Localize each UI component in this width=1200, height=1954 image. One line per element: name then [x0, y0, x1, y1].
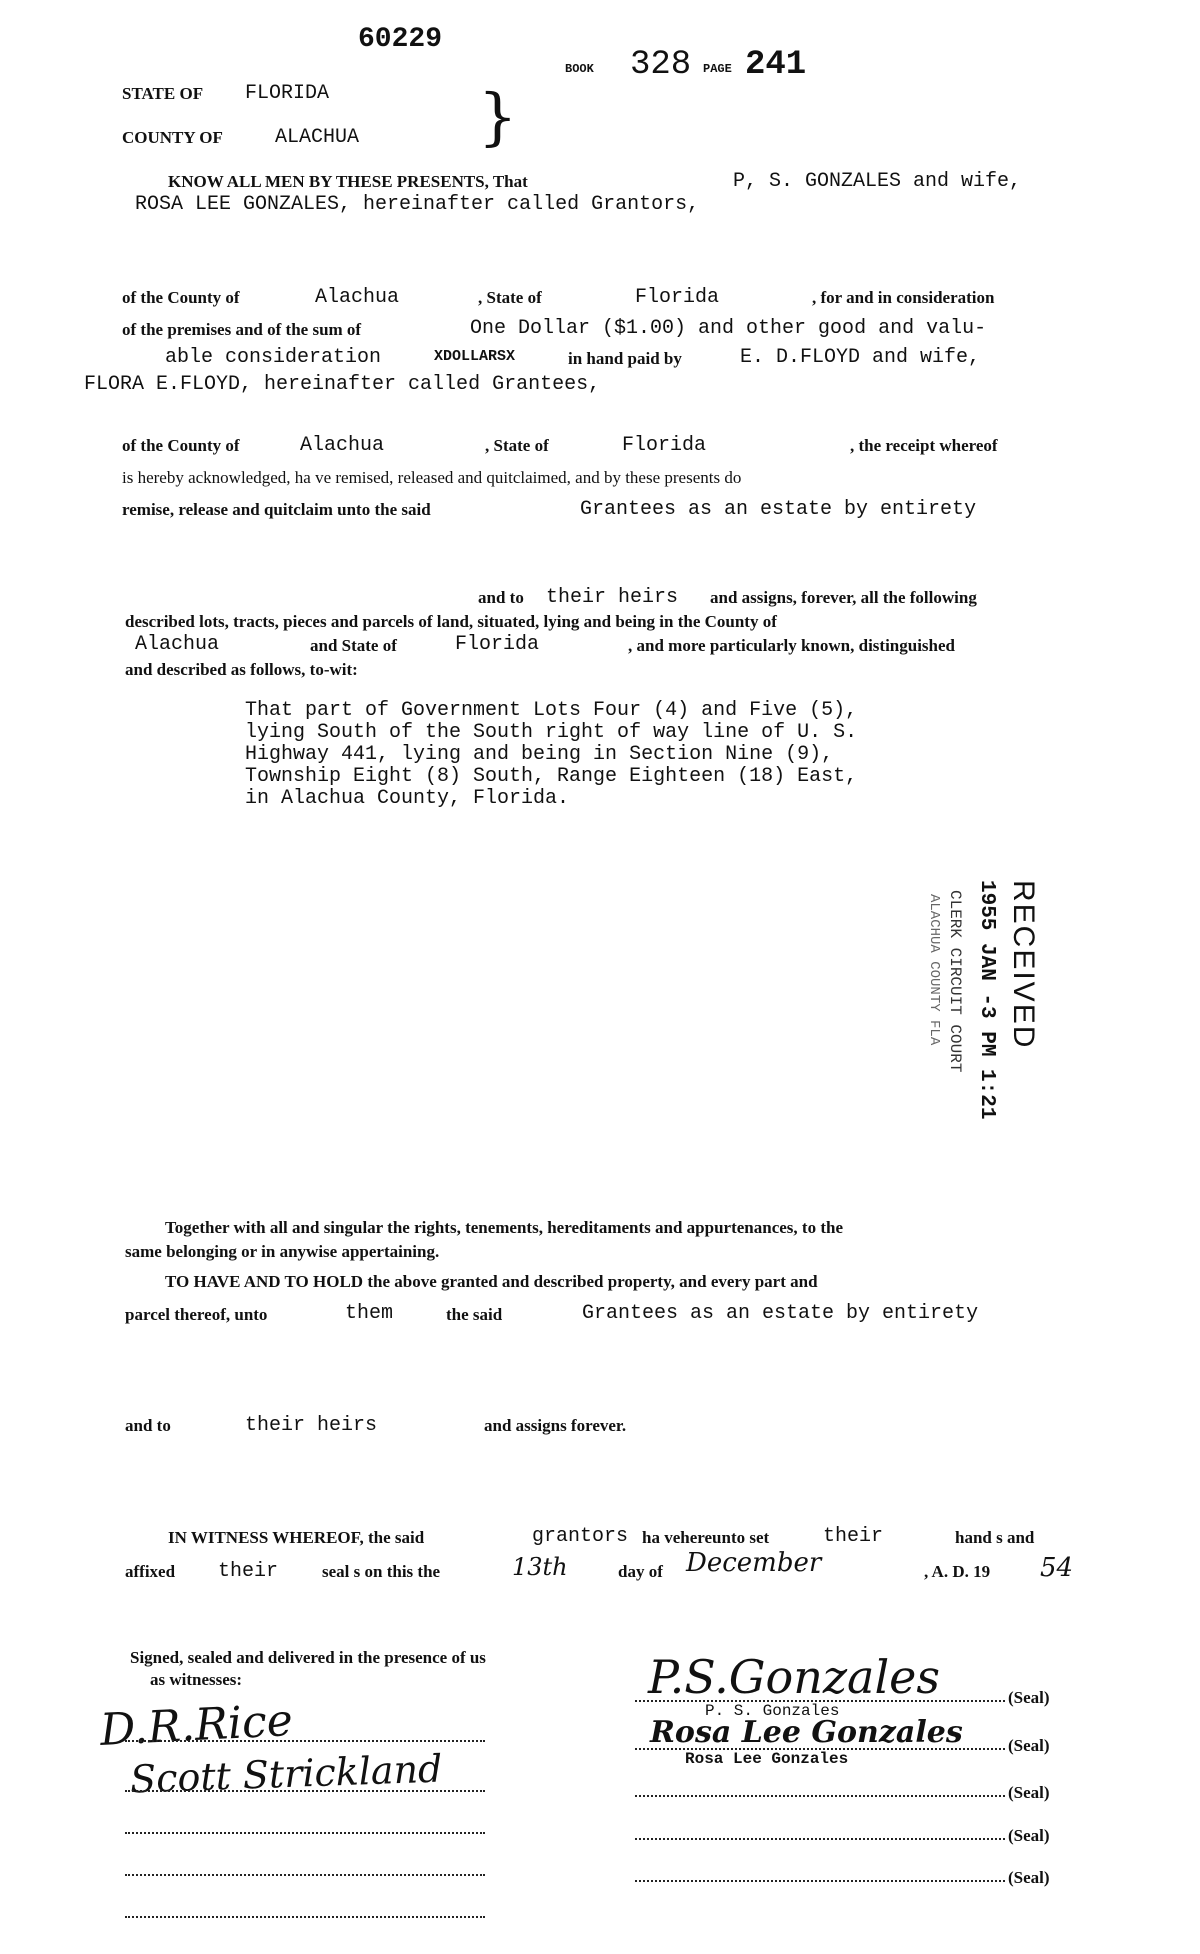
legal-line: lying South of the South right of way line of U. S. [245, 721, 858, 744]
seal-label: (Seal) [1008, 1783, 1050, 1802]
legal-description [245, 700, 857, 810]
presence-line1: Signed, sealed and delivered in the presence of us [130, 1648, 486, 1667]
grantor-county-value: Alachua [315, 286, 400, 309]
receipt-label: , the receipt whereof [850, 436, 998, 455]
conveyance-lead2: and assigns, forever, all the following [710, 588, 977, 607]
grantors-line1: P, S. GONZALES and wife, [733, 170, 1022, 193]
legal-line: in Alachua County, Florida. [245, 787, 570, 810]
page-number: 241 [745, 46, 807, 84]
book-label: BOOK [565, 62, 594, 76]
sum-text2: able consideration [165, 346, 382, 369]
parcel-said: the said [446, 1305, 503, 1324]
county-value: ALACHUA [275, 126, 360, 149]
witness-day: 13th [512, 1553, 568, 1581]
witness-lead: IN WITNESS WHEREOF, the said [168, 1528, 425, 1547]
conveyance-county-value: Alachua [135, 633, 220, 656]
witness-line [125, 1740, 485, 1742]
grantee-state-value: Florida [622, 434, 707, 457]
legal-line: Township Eight (8) South, Range Eighteen (18) East, [245, 765, 858, 788]
grantor-state-label: , State of [478, 288, 542, 307]
legal-line: That part of Government Lots Four (4) and Five (5), [245, 699, 858, 722]
witness-hands: hand s and [955, 1528, 1035, 1547]
conveyance-lead: and to [478, 588, 524, 607]
grantee-county-label: of the County of [122, 436, 240, 455]
instrument-number: 60229 [358, 24, 443, 55]
signature-line [635, 1838, 1005, 1840]
witness1-signature: D.R.Rice [98, 1694, 294, 1757]
conveyance-state-value: Florida [455, 633, 540, 656]
brace-mark: } [478, 80, 518, 153]
seal-label: (Seal) [1008, 1868, 1050, 1887]
stamp-county: ALACHUA COUNTY FLA [926, 894, 942, 1046]
received-stamp [890, 880, 1070, 1140]
grantor1-signature: P.S.Gonzales [648, 1650, 941, 1704]
witness-line [125, 1790, 485, 1792]
page-label: PAGE [703, 62, 732, 76]
parcel-value: Grantees as an estate by entirety [582, 1302, 979, 1325]
paid-by-label: in hand paid by [568, 349, 682, 368]
sum-text: One Dollar ($1.00) and other good and valu- [470, 317, 987, 340]
witness-day-of: day of [618, 1562, 663, 1581]
remise-label: remise, release and quitclaim unto the said [122, 500, 431, 519]
grantor1-typed: P. S. Gonzales [705, 1702, 840, 1720]
struck-dollars: XDOLLARSX [434, 348, 516, 365]
together-line1: Together with all and singular the rights, tenements, hereditaments and appurtenances, to the [165, 1218, 843, 1237]
parcel-them: them [345, 1302, 394, 1325]
conveyance-described: and described as follows, to-wit: [125, 660, 358, 679]
grantee-state-label: , State of [485, 436, 549, 455]
remise-value: Grantees as an estate by entirety [580, 498, 977, 521]
witness-grantors: grantors [532, 1525, 629, 1548]
signature-line [635, 1795, 1005, 1797]
and-to-label: and to [125, 1416, 171, 1435]
intro-lead: KNOW ALL MEN BY THESE PRESENTS, That [168, 172, 528, 191]
witness-have: ha vehereunto set [642, 1528, 770, 1547]
grantee-name1: E. D.FLOYD and wife, [740, 346, 981, 369]
witness-affixed-their: their [218, 1560, 279, 1583]
conveyance-heirs: their heirs [546, 586, 679, 609]
seal-label: (Seal) [1008, 1688, 1050, 1707]
ack-line: is hereby acknowledged, ha ve remised, released and quitclaimed, and by these presents do [122, 468, 742, 487]
witness2-signature: Scott Strickland [129, 1746, 444, 1802]
witness-year: 54 [1040, 1553, 1074, 1583]
state-label: STATE OF [122, 84, 204, 103]
witness-line [125, 1874, 485, 1876]
witness-month: December [686, 1548, 822, 1578]
conveyance-state-label: and State of [310, 636, 397, 655]
grantee-county-value: Alachua [300, 434, 385, 457]
grantee-name2: FLORA E.FLOYD, hereinafter called Grantees, [84, 373, 601, 396]
presence-line2: as witnesses: [150, 1670, 243, 1689]
witness-ad: , A. D. 19 [924, 1562, 991, 1581]
grantor2-typed: Rosa Lee Gonzales [685, 1750, 849, 1768]
stamp-clerk: CLERK CIRCUIT COURT [946, 890, 964, 1073]
consideration-lead: , for and in consideration [812, 288, 995, 307]
grantor-county-label: of the County of [122, 288, 240, 307]
parcel-label: parcel thereof, unto [125, 1305, 268, 1324]
stamp-date: 1955 JAN -3 PM 1:21 [975, 880, 998, 1120]
grantors-line2: ROSA LEE GONZALES, hereinafter called Grantors, [135, 193, 700, 216]
together-line2: same belonging or in anywise appertaining. [125, 1242, 440, 1261]
stamp-received: RECEIVED [1007, 880, 1040, 1050]
book-number: 328 [630, 46, 692, 84]
grantor-state-value: Florida [635, 286, 720, 309]
witness-affixed: affixed [125, 1562, 176, 1581]
county-label: COUNTY OF [122, 128, 223, 147]
habendum-line1: TO HAVE AND TO HOLD the above granted and described property, and every part and [165, 1272, 818, 1291]
legal-line: Highway 441, lying and being in Section Nine (9), [245, 743, 834, 766]
seal-label: (Seal) [1008, 1826, 1050, 1845]
grantor2-signature: Rosa Lee Gonzales [650, 1715, 963, 1750]
assigns-label: and assigns forever. [484, 1416, 627, 1435]
premises-label: of the premises and of the sum of [122, 320, 362, 339]
witness-line [125, 1832, 485, 1834]
witness-line [125, 1916, 485, 1918]
witness-seals-on: seal s on this the [322, 1562, 441, 1581]
witness-their: their [823, 1525, 884, 1548]
heirs-value: their heirs [245, 1414, 378, 1437]
conveyance-particular: , and more particularly known, distinguished [628, 636, 956, 655]
seal-label: (Seal) [1008, 1736, 1050, 1755]
conveyance-line2: described lots, tracts, pieces and parcels of land, situated, lying and being in the County of [125, 612, 777, 631]
state-value: FLORIDA [245, 82, 330, 105]
signature-line [635, 1880, 1005, 1882]
